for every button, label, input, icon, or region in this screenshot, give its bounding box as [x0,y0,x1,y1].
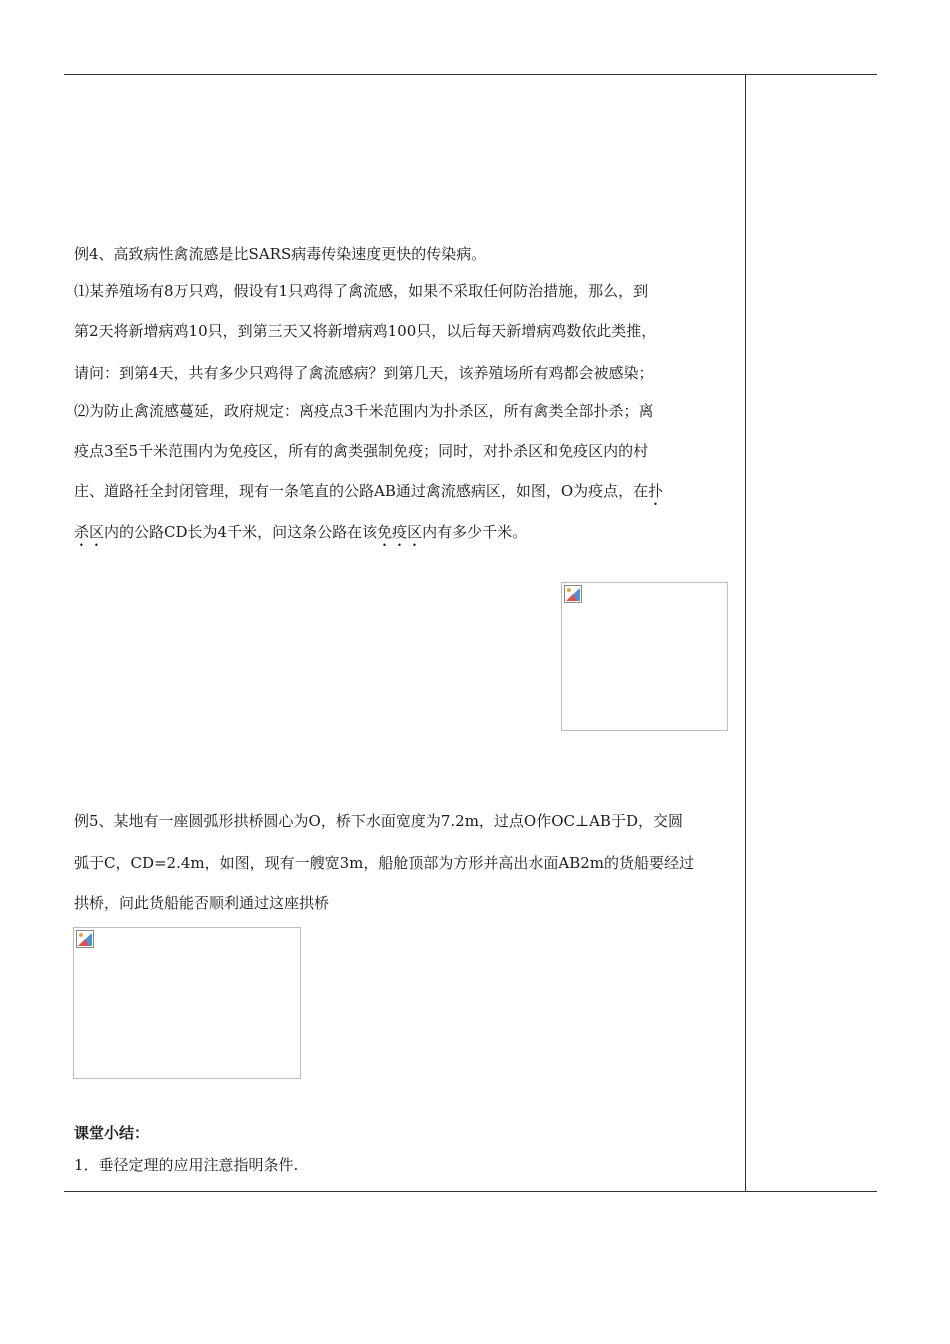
broken-image-icon [564,585,582,603]
example-4-figure [561,582,728,731]
part2-line3-text: 庄、道路祍全封闭管理，现有一条笔直的公路AB通过禽流感病区，如图，O为疫点，在 [74,482,649,500]
example-4-part2-line1: ⑵为防止禽流感蔓延，政府规定：离疫点3千米范围内为扑杀区，所有禽类全部扑杀；离 [74,402,654,420]
emphasis-mianyiqu: 免疫区 [377,523,423,541]
example-4-part2-line2: 疫点3至5千米范围内为免疫区，所有的禽类强制免疫；同时，对扑杀区和免疫区内的村 [74,442,649,460]
example-5-figure [73,927,301,1079]
bottom-rule [64,1191,877,1192]
part2-line4-text-b: 内有多少千米。 [422,523,528,541]
summary-heading: 课堂小结： [74,1124,150,1142]
example-4-part1-line1: ⑴某养殖场有8万只鸡，假设有1只鸡得了禽流感，如果不采取任何防治措施，那么，到 [74,282,649,300]
example-4-part1-line2: 第2天将新增病鸡10只，到第三天又将新增病鸡100只，以后每天新增病鸡数依此类推， [74,322,657,340]
broken-image-icon [76,930,94,948]
part2-line4-text-a: 内的公路CD长为4千米，问这条公路在该 [104,523,378,541]
emphasis-shaqu: 杀区 [74,523,105,541]
example-4-part1-line3: 请问：到第4天，共有多少只鸡得了禽流感病？到第几天，该养殖场所有鸡都会被感染； [74,364,654,382]
example-5-line2: 弧于C，CD=2.4m，如图，现有一艘宽3m，船舱顶部为方形并高出水面AB2m的货船要经过 [74,854,695,872]
example-4-part2-line3 [74,470,738,512]
summary-item-1: 1．垂径定理的应用注意指明条件. [74,1156,299,1174]
top-rule [64,74,877,75]
example-4-title: 例4、高致病性禽流感是比SARS病毒传染速度更快的传染病。 [74,245,487,263]
example-4-part2-line4 [74,511,738,553]
column-divider [745,74,746,1192]
example-5-line1: 例5、某地有一座圆弧形拱桥圆心为O，桥下水面宽度为7.2m，过点O作OC⊥AB于D，交圆 [74,812,683,830]
example-5-line3: 拱桥，问此货船能否顺利通过这座拱桥 [74,894,330,912]
emphasis-pu: 扑 [648,482,664,500]
